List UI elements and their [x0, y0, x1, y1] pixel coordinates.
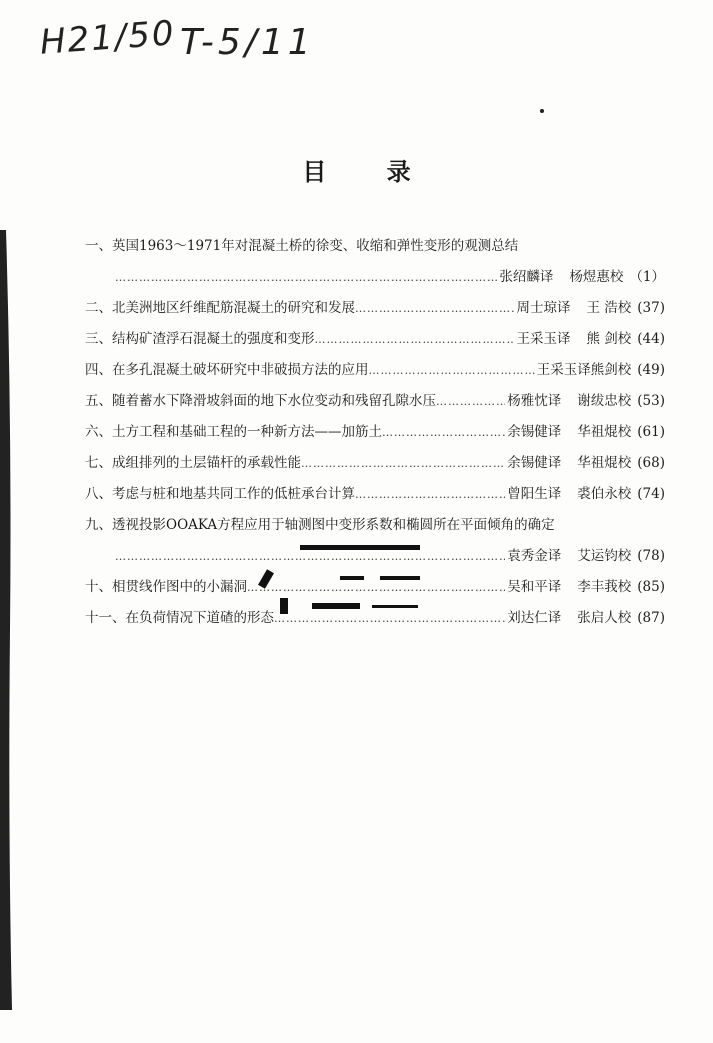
entry-title: 相贯线作图中的小漏洞 — [112, 579, 247, 595]
ink-smudge — [280, 598, 288, 614]
entry-number: 七、 — [85, 455, 112, 471]
entry-number: 四、 — [85, 362, 112, 378]
dot-leader — [115, 550, 505, 563]
ink-smudge — [372, 605, 418, 608]
dot-leader — [355, 488, 505, 501]
entry-page: (74) — [637, 486, 665, 502]
toc-entry-5 — [85, 389, 665, 420]
entry-checker: 李丰莪校 — [577, 579, 632, 595]
dot-leader — [315, 333, 515, 346]
entry-checker: 熊 剑校 — [586, 331, 632, 347]
dot-leader — [382, 426, 505, 439]
entry-title: 英国1963～1971年对混凝土桥的徐变、收缩和弹性变形的观测总结 — [112, 238, 519, 254]
entry-title: 在负荷情况下道碴的形态 — [125, 610, 274, 626]
entry-title: 土方工程和基础工程的一种新方法——加筋土 — [112, 424, 382, 440]
entry-page: (37) — [637, 300, 665, 316]
dot-leader — [115, 271, 497, 284]
toc-entry-6 — [85, 420, 665, 451]
entry-number: 六、 — [85, 424, 112, 440]
page-title: 目 录 — [302, 157, 437, 186]
dot-leader — [369, 364, 535, 377]
dot-leader — [436, 395, 505, 408]
handwritten-shelf-mark: T-5/11 — [180, 22, 315, 63]
toc-entry-9-title-line — [85, 513, 665, 544]
entry-translator: 张绍麟译 — [499, 269, 554, 285]
entry-title: 在多孔混凝土破坏研究中非破损方法的应用 — [112, 362, 369, 378]
entry-checker: 杨煜惠校 — [569, 269, 624, 285]
toc-entry-7 — [85, 451, 665, 482]
toc-entry-4 — [85, 358, 665, 389]
entry-checker: 华祖焜校 — [577, 455, 632, 471]
entry-checker: 艾运钧校 — [577, 548, 632, 564]
entry-title: 结构矿渣浮石混凝土的强度和变形 — [112, 331, 315, 347]
toc-entry-1-credit-line — [85, 265, 665, 296]
ink-smudge — [300, 545, 420, 550]
entry-number: 十一、 — [85, 610, 126, 626]
dot-leader — [301, 457, 505, 470]
toc-entry-2 — [85, 296, 665, 327]
entry-page: (44) — [637, 331, 665, 347]
entry-title: 成组排列的土层锚杆的承载性能 — [112, 455, 301, 471]
toc-entry-1-title-line — [85, 234, 665, 265]
entry-translator: 曾阳生译 — [507, 486, 562, 502]
toc-entry-10 — [85, 575, 665, 606]
entry-page: (85) — [637, 579, 665, 595]
entry-page: (53) — [637, 393, 665, 409]
entry-checker: 王 浩校 — [586, 300, 632, 316]
entry-title: 随着蓄水下降滑坡斜面的地下水位变动和残留孔隙水压 — [112, 393, 436, 409]
entry-checker: 张启人校 — [577, 610, 632, 626]
entry-title: 透视投影OOAKA方程应用于轴测图中变形系数和椭圆所在平面倾角的确定 — [112, 517, 555, 533]
entry-checker: 华祖焜校 — [577, 424, 632, 440]
entry-page: （1） — [629, 269, 665, 285]
entry-number: 一、 — [85, 238, 112, 254]
entry-page: (87) — [637, 610, 665, 626]
toc-entry-8 — [85, 482, 665, 513]
entry-number: 五、 — [85, 393, 112, 409]
entry-translator: 袁秀金译 — [507, 548, 562, 564]
entry-translator: 王采玉译熊剑校 — [536, 362, 632, 378]
entry-translator: 王采玉译 — [516, 331, 571, 347]
entry-number: 十、 — [85, 579, 112, 595]
entry-translator: 周士琼译 — [516, 300, 571, 316]
entry-number: 二、 — [85, 300, 112, 316]
entry-page: (78) — [637, 548, 665, 564]
entry-checker: 裘伯永校 — [577, 486, 632, 502]
dot-leader — [274, 612, 505, 625]
entry-translator: 余锡健译 — [507, 455, 562, 471]
entry-checker: 谢绂忠校 — [577, 393, 632, 409]
toc-entry-3 — [85, 327, 665, 358]
ink-speck — [540, 109, 544, 113]
handwritten-catalog-number: H21/50 — [38, 13, 177, 63]
entry-translator: 余锡健译 — [507, 424, 562, 440]
toc-entry-11 — [85, 606, 665, 637]
entry-number: 八、 — [85, 486, 112, 502]
entry-number: 三、 — [85, 331, 112, 347]
entry-page: (68) — [637, 455, 665, 471]
entry-translator: 刘达仁译 — [507, 610, 562, 626]
table-of-contents — [85, 234, 665, 637]
entry-page: (61) — [637, 424, 665, 440]
ink-smudge — [340, 576, 364, 580]
entry-translator: 吴和平译 — [507, 579, 562, 595]
dot-leader — [355, 302, 514, 315]
entry-title: 北美洲地区纤维配筋混凝土的研究和发展 — [112, 300, 355, 316]
entry-translator: 杨雅忱译 — [507, 393, 562, 409]
entry-page: (49) — [637, 362, 665, 378]
entry-title: 考虑与桩和地基共同工作的低桩承台计算 — [112, 486, 355, 502]
dot-leader — [247, 581, 505, 594]
ink-smudge — [312, 603, 360, 609]
ink-smudge — [380, 576, 420, 580]
binding-shadow — [0, 230, 14, 1010]
entry-number: 九、 — [85, 517, 112, 533]
